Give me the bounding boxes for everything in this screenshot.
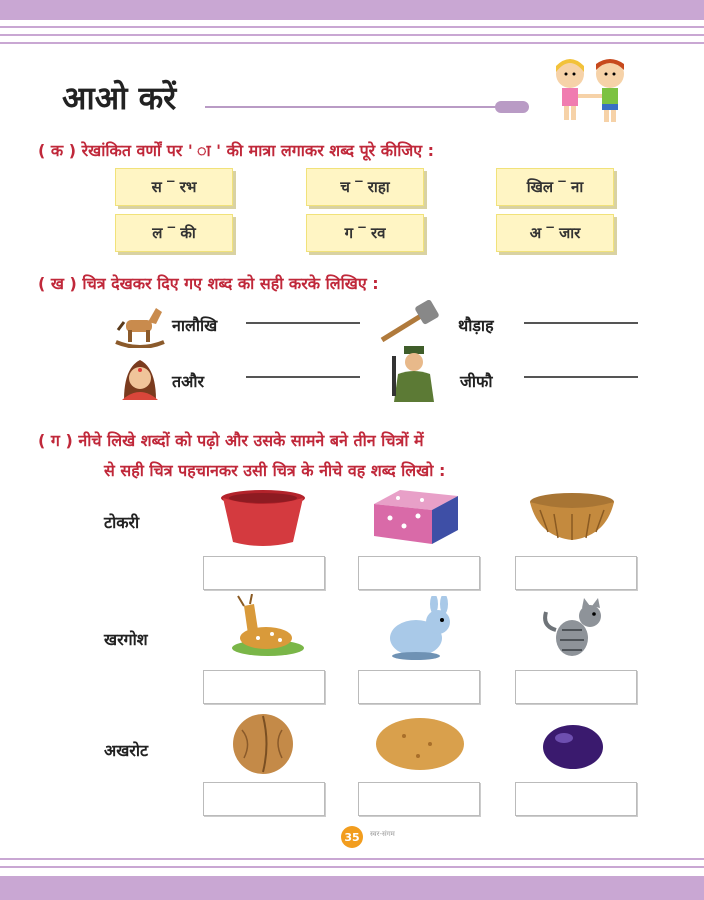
word-box: ग ‾ रव [306,214,424,252]
row-word: खरगोश [104,630,148,649]
answer-line[interactable] [246,376,360,378]
answer-box[interactable] [203,670,325,704]
section-c-instruction-2: से सही चित्र पहचानकर उसी चित्र के नीचे वह शब्द लिखो : [104,461,446,480]
jumbled-word: थौड़ाह [458,316,494,335]
answer-box[interactable] [515,670,637,704]
row-word: अखरोट [104,741,149,760]
title-pill [495,101,529,113]
answer-box[interactable] [203,782,325,816]
answer-line[interactable] [246,322,360,324]
word-box: अ ‾ जार [496,214,614,252]
answer-box[interactable] [358,782,480,816]
gift-box-icon [370,486,462,548]
top-stripe [0,26,704,28]
book-label: स्वर-संगम [370,830,395,838]
answer-line[interactable] [524,322,638,324]
plum-icon [540,722,606,772]
answer-box[interactable] [515,782,637,816]
word-box: च ‾ राहा [306,168,424,206]
soldier-icon [388,344,440,404]
answer-line[interactable] [524,376,638,378]
top-stripe [0,42,704,44]
jumbled-word: नालौखि [172,316,218,335]
deer-icon [228,594,308,664]
bottom-band [0,876,704,900]
answer-box[interactable] [358,670,480,704]
section-c-instruction-1: ( ग ) नीचे लिखे शब्दों को पढ़ो और उसके सामने बने तीन चित्रों में [38,431,424,450]
word-box: खिल ‾ ना [496,168,614,206]
basket-icon [528,492,616,544]
top-band [0,0,704,20]
answer-box[interactable] [358,556,480,590]
answer-box[interactable] [515,556,637,590]
word-box: ल ‾ की [115,214,233,252]
rocking-horse-icon [112,302,168,348]
jumbled-word: तऔर [172,372,205,391]
row-word: टोकरी [104,513,140,532]
bottom-stripe [0,858,704,860]
answer-box[interactable] [203,556,325,590]
hammer-icon [378,300,442,344]
woman-icon [116,354,164,402]
title-underline [205,106,505,108]
cat-icon [540,596,612,664]
page-title: आओ करें [62,79,177,117]
word-box: स ‾ रभ [115,168,233,206]
section-a-instruction: ( क ) रेखांकित वर्णों पर ' ा ' की मात्रा लगाकर शब्द पूरे कीजिए : [38,141,435,160]
section-b-instruction: ( ख ) चित्र देखकर दिए गए शब्द को सही करके लिखिए : [38,274,379,293]
red-tub-icon [217,488,309,548]
bottom-stripe [0,866,704,868]
jumbled-word: जीफौ [460,372,493,391]
kids-icon [540,52,640,124]
top-stripe [0,34,704,36]
potato-icon [374,714,466,772]
walnut-icon [230,712,296,776]
rabbit-icon [380,596,460,662]
page-number: 35 [341,826,363,848]
